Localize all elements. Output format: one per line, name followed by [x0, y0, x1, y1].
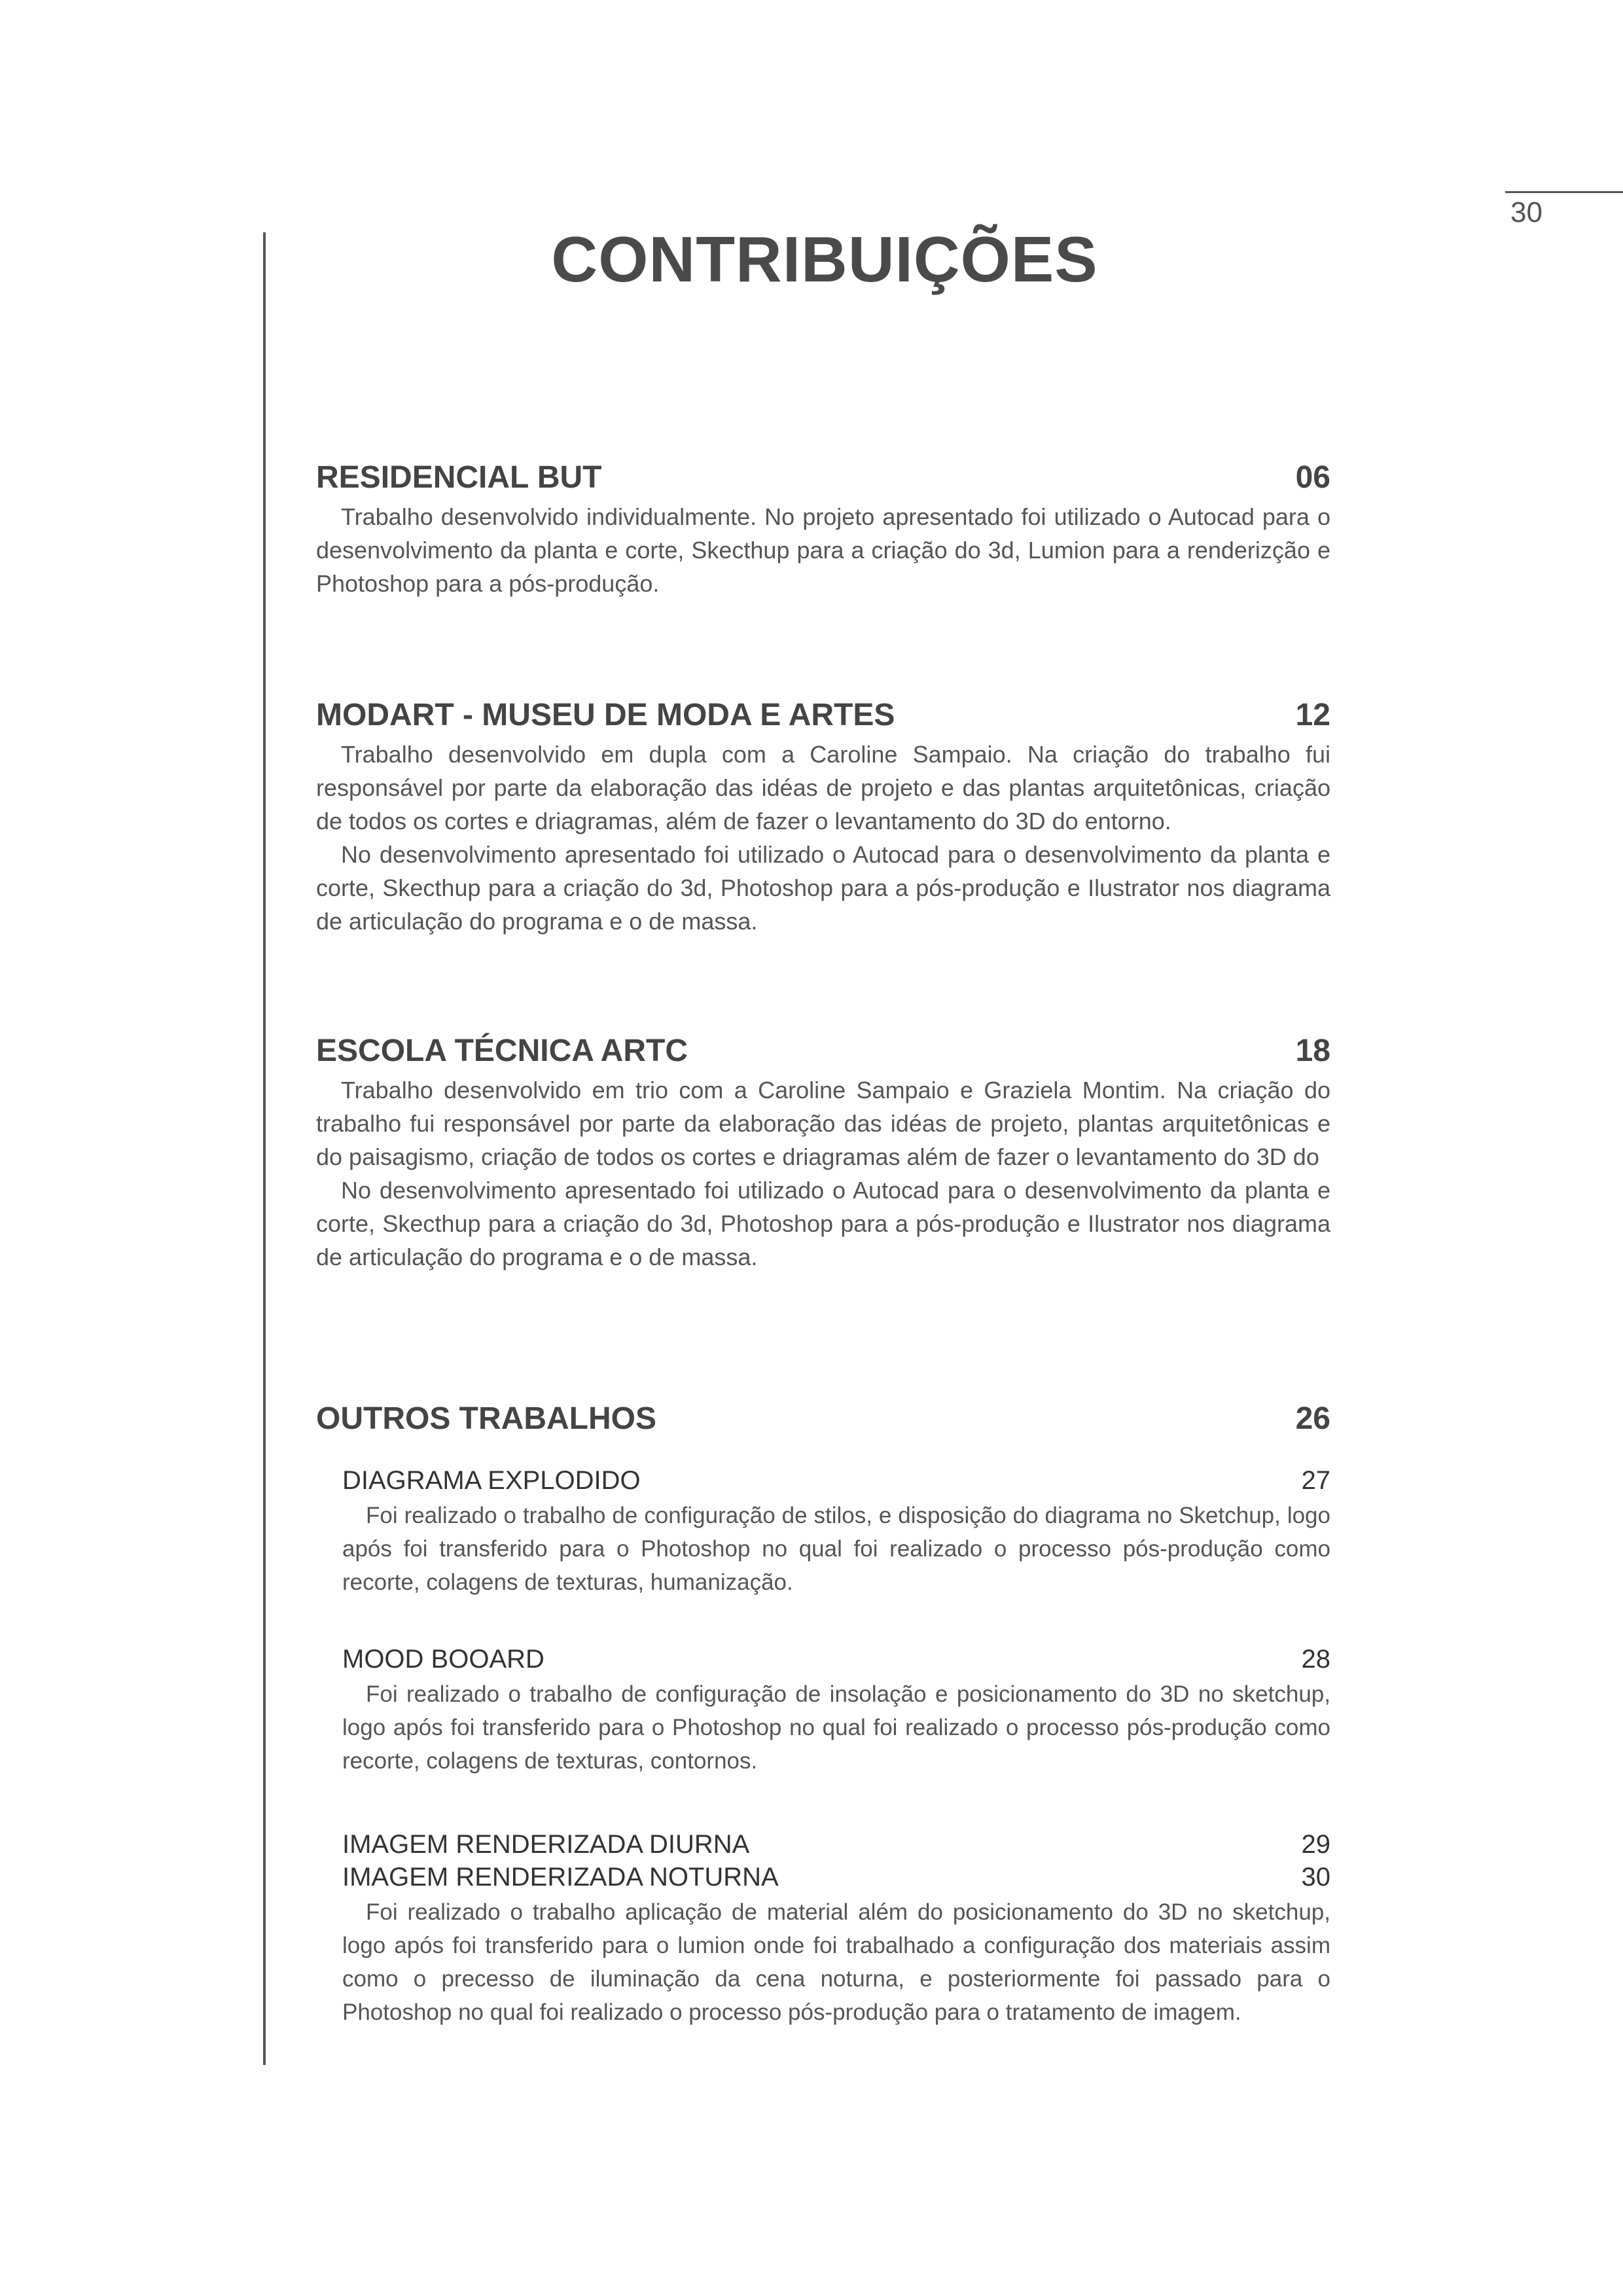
section-paragraph: Trabalho desenvolvido individualmente. No projeto apresentado foi utilizado o Autocad para o desenvolvimento da planta e corte, Skecthup para a criação do 3d, Lumion para a renderizção e Photoshop para a pós-produção.	[316, 503, 1330, 597]
subsection-diagrama-explodido	[342, 1466, 1330, 1599]
section-page-number: 26	[1295, 1401, 1330, 1436]
section-paragraph: Trabalho desenvolvido em dupla com a Caroline Sampaio. Na criação do trabalho fui responsável por parte da elaboração das idéas de projeto e das plantas arquitetônicas, criação de todos os cortes e driagramas, além de fazer o levantamento do 3D do entorno.	[316, 741, 1330, 834]
page-title: CONTRIBUIÇÕES	[551, 223, 1098, 295]
subsection-paragraph: Foi realizado o trabalho de configuração de stilos, e disposição do diagrama no Sketchup, logo após foi transferido para o Photoshop no qual foi realizado o processo pós-produção como recorte, colagens de texturas, humanização.	[342, 1503, 1330, 1595]
subsection-paragraph: Foi realizado o trabalho de configuração de insolação e posicionamento do 3D no sketchup, logo após foi transferido para o Photoshop no qual foi realizado o processo pós-produção como recorte, colagens de texturas, contornos.	[342, 1681, 1330, 1774]
subsection-title: DIAGRAMA EXPLODIDO	[342, 1466, 641, 1495]
subsection-title: MOOD BOOARD	[342, 1645, 544, 1674]
section-paragraph: No desenvolvimento apresentado foi utilizado o Autocad para o desenvolvimento da planta e corte, Skecthup para a criação do 3d, Photoshop para a pós-produção e Ilustrator nos diagrama de articulação do programa e o de massa.	[316, 841, 1330, 935]
section-residencial-but	[316, 459, 1330, 600]
subsection-page-number: 27	[1301, 1466, 1330, 1495]
subsection-paragraph: Foi realizado o trabalho aplicação de material além do posicionamento do 3D no sketchup, logo após foi transferido para o lumion onde foi trabalhado a configuração dos materiais assim como o precesso de iluminação da cena noturna, e posteriormente foi passado para o Photoshop no qual foi realizado o processo pós-produção para o tratamento de imagem.	[342, 1899, 1330, 2025]
subsection-title: IMAGEM RENDERIZADA DIURNA	[342, 1830, 750, 1859]
section-title: OUTROS TRABALHOS	[316, 1401, 656, 1436]
page-number: 30	[1510, 196, 1543, 228]
section-escola-tecnica	[316, 1033, 1330, 1274]
subsection-page-number: 30	[1301, 1863, 1330, 1892]
section-outros-trabalhos	[316, 1401, 1330, 2029]
subsection-imagem-renderizada	[342, 1830, 1330, 2029]
section-paragraph: Trabalho desenvolvido em trio com a Caroline Sampaio e Graziela Montim. Na criação do trabalho fui responsável por parte da elaboração das idéas de projeto, plantas arquitetônicas e do paisagismo, criação de todos os cortes e driagramas além de fazer o levantamento do 3D do	[316, 1077, 1330, 1170]
section-paragraph: No desenvolvimento apresentado foi utilizado o Autocad para o desenvolvimento da planta e corte, Skecthup para a criação do 3d, Photoshop para a pós-produção e Ilustrator nos diagrama de articulação do programa e o de massa.	[316, 1177, 1330, 1270]
subsection-title: IMAGEM RENDERIZADA NOTURNA	[342, 1863, 779, 1892]
subsection-header	[342, 1645, 1330, 1677]
section-header	[316, 459, 1330, 500]
subsection-header	[342, 1863, 1330, 1895]
side-rule	[263, 232, 266, 2065]
section-title: MODART - MUSEU DE MODA E ARTES	[316, 698, 895, 732]
section-page-number: 06	[1295, 460, 1330, 495]
section-header	[316, 697, 1330, 738]
section-header	[316, 1401, 1330, 1466]
subsection-header	[342, 1466, 1330, 1499]
subsection-page-number: 28	[1301, 1645, 1330, 1674]
subsection-page-number: 29	[1301, 1830, 1330, 1859]
subsection-mood-booard	[342, 1645, 1330, 1778]
section-page-number: 12	[1295, 698, 1330, 732]
section-title: ESCOLA TÉCNICA ARTC	[316, 1033, 688, 1068]
subsection-header	[342, 1830, 1330, 1863]
section-modart	[316, 697, 1330, 938]
section-title: RESIDENCIAL BUT	[316, 460, 602, 495]
section-page-number: 18	[1295, 1033, 1330, 1068]
section-header	[316, 1033, 1330, 1073]
page-number-rule	[1505, 191, 1623, 193]
